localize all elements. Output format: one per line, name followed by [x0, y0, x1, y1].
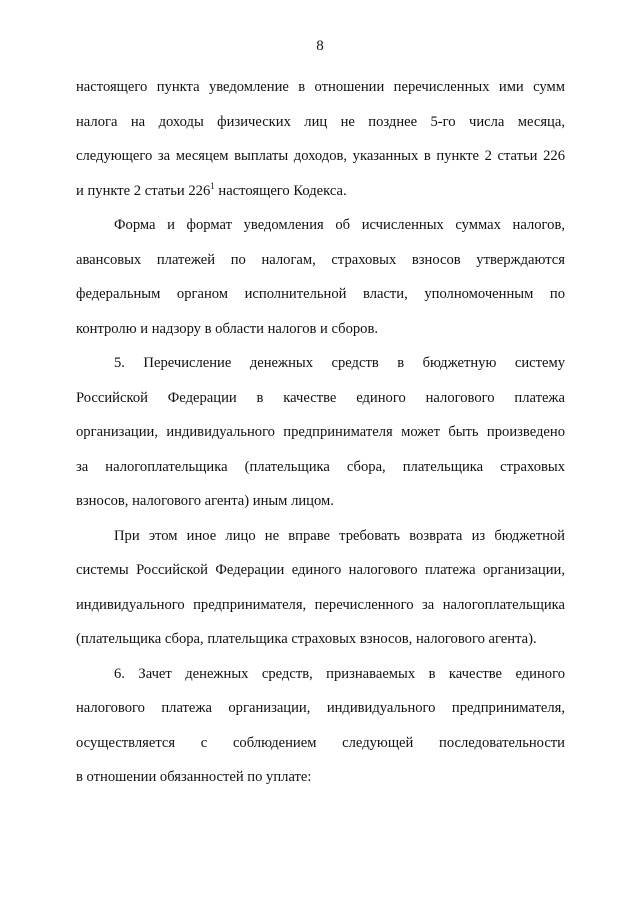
- text-line-last: взносов, налогового агента) иным лицом.: [76, 493, 334, 509]
- text-line-last: в отношении обязанностей по уплате:: [76, 769, 312, 785]
- text-fragment: и пункте 2 статьи 226: [76, 182, 211, 199]
- text-line: организации, индивидуального предпринимателя может быть произведено: [76, 424, 565, 440]
- text-line: за налогоплательщика (плательщика сбора, плательщика страховых: [76, 458, 565, 475]
- text-line: Российской Федерации в качестве единого налогового платежа: [76, 389, 565, 406]
- paragraph-notification-form: [76, 208, 565, 346]
- text-line: авансовых платежей по налогам, страховых взносов утверждаются: [76, 251, 565, 268]
- text-line: осуществляется с соблюдением следующей последовательности: [76, 734, 565, 751]
- paragraph-item-5: [76, 346, 565, 519]
- text-line: настоящего пункта уведомление в отношении перечисленных ими сумм: [76, 79, 565, 95]
- text-line: При этом иное лицо не вправе требовать возврата из бюджетной: [114, 527, 565, 544]
- text-line: системы Российской Федерации единого налогового платежа организации,: [76, 562, 565, 578]
- superscript: 1: [210, 180, 215, 191]
- text-line: следующего за месяцем выплаты доходов, указанных в пункте 2 статьи 226: [76, 148, 565, 164]
- document-body: [76, 70, 565, 795]
- text-line: Форма и формат уведомления об исчисленных суммах налогов,: [114, 217, 565, 233]
- text-line: налогового платежа организации, индивидуального предпринимателя,: [76, 700, 565, 716]
- page-number: 8: [316, 38, 324, 54]
- text-line: федеральным органом исполнительной власти, уполномоченным по: [76, 286, 565, 302]
- text-line: 5. Перечисление денежных средств в бюджетную систему: [114, 355, 565, 371]
- text-line-last: контролю и надзору в области налогов и сборов.: [76, 320, 379, 337]
- paragraph-continuation: [76, 70, 565, 208]
- text-line: индивидуального предпринимателя, перечисленного за налогоплательщика: [76, 596, 565, 613]
- text-line: налога на доходы физических лиц не позднее 5-го числа месяца,: [76, 113, 565, 130]
- text-line-last: [76, 174, 565, 209]
- text-line: 6. Зачет денежных средств, признаваемых в качестве единого: [114, 665, 565, 682]
- paragraph-refund-restriction: [76, 519, 565, 657]
- text-fragment: настоящего Кодекса.: [214, 182, 347, 199]
- text-line-last: (плательщика сбора, плательщика страховых взносов, налогового агента).: [76, 631, 537, 647]
- paragraph-item-6: [76, 657, 565, 795]
